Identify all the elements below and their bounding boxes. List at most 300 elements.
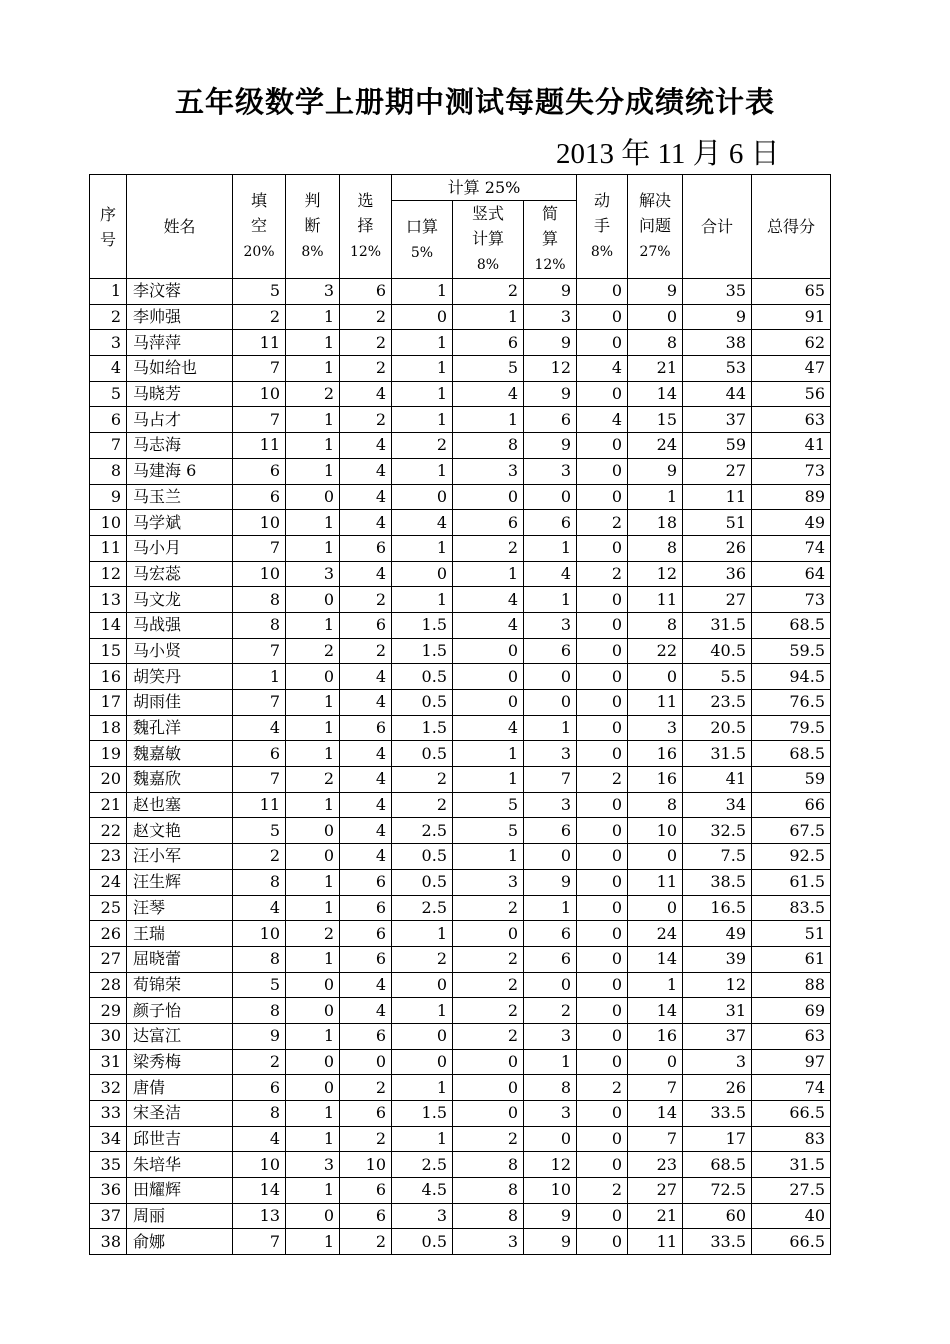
row-value: 7 xyxy=(233,356,286,382)
row-value: 68.5 xyxy=(752,612,831,638)
row-value: 1 xyxy=(286,433,340,459)
header-oral-pct: 5% xyxy=(410,244,434,261)
row-value: 2 xyxy=(392,792,453,818)
table-row xyxy=(90,587,831,613)
row-value: 6 xyxy=(453,510,524,536)
row-value: 88 xyxy=(752,972,831,998)
row-value: 4 xyxy=(340,381,392,407)
row-value: 12 xyxy=(524,356,577,382)
row-value: 5 xyxy=(233,818,286,844)
row-value: 10 xyxy=(233,381,286,407)
row-value: 2 xyxy=(453,972,524,998)
row-seq: 8 xyxy=(90,458,127,484)
row-name: 荀锦荣 xyxy=(127,972,233,998)
header-fill-label: 填空 xyxy=(251,191,268,235)
row-value: 1 xyxy=(392,381,453,407)
row-value: 0 xyxy=(453,664,524,690)
table-row xyxy=(90,510,831,536)
row-value: 5 xyxy=(453,818,524,844)
row-value: 6 xyxy=(340,535,392,561)
row-value: 4 xyxy=(340,741,392,767)
row-name: 汪生辉 xyxy=(127,869,233,895)
row-value: 9 xyxy=(628,458,683,484)
table-row xyxy=(90,279,831,305)
row-name: 俞娜 xyxy=(127,1229,233,1255)
row-value: 1 xyxy=(392,356,453,382)
row-value: 8 xyxy=(453,433,524,459)
row-value: 61.5 xyxy=(752,869,831,895)
header-total: 合计 xyxy=(683,175,752,279)
header-oral xyxy=(392,201,453,279)
row-value: 59.5 xyxy=(752,638,831,664)
row-value: 0 xyxy=(577,946,628,972)
table-row xyxy=(90,741,831,767)
row-value: 2.5 xyxy=(392,895,453,921)
row-value: 20.5 xyxy=(683,715,752,741)
row-name: 马小月 xyxy=(127,535,233,561)
row-seq: 2 xyxy=(90,304,127,330)
row-value: 0 xyxy=(577,715,628,741)
row-value: 4 xyxy=(340,510,392,536)
row-value: 83.5 xyxy=(752,895,831,921)
row-value: 2 xyxy=(453,1126,524,1152)
row-value: 38 xyxy=(683,330,752,356)
row-value: 1 xyxy=(286,715,340,741)
row-value: 76.5 xyxy=(752,690,831,716)
row-value: 6 xyxy=(340,946,392,972)
row-value: 1 xyxy=(392,330,453,356)
row-value: 0 xyxy=(577,433,628,459)
row-seq: 7 xyxy=(90,433,127,459)
row-value: 3 xyxy=(453,1229,524,1255)
row-value: 37 xyxy=(683,1023,752,1049)
row-value: 0 xyxy=(577,330,628,356)
row-value: 11 xyxy=(233,433,286,459)
row-seq: 5 xyxy=(90,381,127,407)
row-value: 10 xyxy=(524,1178,577,1204)
row-value: 4 xyxy=(340,767,392,793)
row-value: 26 xyxy=(683,1075,752,1101)
row-value: 3 xyxy=(453,458,524,484)
row-value: 0 xyxy=(453,690,524,716)
row-value: 4 xyxy=(453,612,524,638)
header-solve-pct: 27% xyxy=(639,244,671,260)
row-value: 9 xyxy=(524,433,577,459)
row-value: 7.5 xyxy=(683,844,752,870)
row-seq: 38 xyxy=(90,1229,127,1255)
row-value: 3 xyxy=(286,561,340,587)
table-row xyxy=(90,767,831,793)
row-value: 0 xyxy=(577,741,628,767)
header-judge xyxy=(286,175,340,279)
row-value: 9 xyxy=(683,304,752,330)
header-calc-label: 计算 25% xyxy=(447,178,521,197)
row-value: 2 xyxy=(453,998,524,1024)
row-seq: 16 xyxy=(90,664,127,690)
row-name: 赵文艳 xyxy=(127,818,233,844)
row-value: 0.5 xyxy=(392,844,453,870)
row-value: 34 xyxy=(683,792,752,818)
row-value: 6 xyxy=(340,1101,392,1127)
row-value: 1.5 xyxy=(392,715,453,741)
row-value: 4 xyxy=(233,895,286,921)
row-value: 8 xyxy=(233,587,286,613)
row-seq: 23 xyxy=(90,844,127,870)
row-value: 24 xyxy=(628,921,683,947)
row-value: 1 xyxy=(524,587,577,613)
table-row xyxy=(90,921,831,947)
row-value: 97 xyxy=(752,1049,831,1075)
page-title: 五年级数学上册期中测试每题失分成绩统计表 xyxy=(174,85,775,119)
row-value: 14 xyxy=(628,946,683,972)
row-value: 4 xyxy=(577,356,628,382)
row-value: 0 xyxy=(453,638,524,664)
row-value: 63 xyxy=(752,407,831,433)
row-value: 6 xyxy=(340,1023,392,1049)
row-value: 0 xyxy=(286,484,340,510)
row-value: 27 xyxy=(683,458,752,484)
row-value: 0 xyxy=(286,818,340,844)
header-calc xyxy=(392,175,577,201)
row-name: 马宏蕊 xyxy=(127,561,233,587)
row-value: 3 xyxy=(524,741,577,767)
row-value: 91 xyxy=(752,304,831,330)
row-value: 8 xyxy=(233,612,286,638)
row-value: 0 xyxy=(286,587,340,613)
row-name: 马文龙 xyxy=(127,587,233,613)
row-value: 1 xyxy=(392,535,453,561)
row-value: 15 xyxy=(628,407,683,433)
row-value: 32.5 xyxy=(683,818,752,844)
row-value: 3 xyxy=(524,612,577,638)
row-value: 0 xyxy=(524,1126,577,1152)
row-value: 4 xyxy=(453,381,524,407)
row-value: 72.5 xyxy=(683,1178,752,1204)
row-value: 16 xyxy=(628,741,683,767)
row-value: 2 xyxy=(286,921,340,947)
row-name: 马战强 xyxy=(127,612,233,638)
row-value: 16.5 xyxy=(683,895,752,921)
row-value: 4 xyxy=(340,972,392,998)
row-value: 0 xyxy=(524,844,577,870)
row-value: 4 xyxy=(340,664,392,690)
row-value: 1 xyxy=(286,690,340,716)
row-value: 0 xyxy=(577,818,628,844)
row-name: 魏嘉敏 xyxy=(127,741,233,767)
row-name: 马学斌 xyxy=(127,510,233,536)
row-value: 2 xyxy=(577,510,628,536)
row-value: 65 xyxy=(752,279,831,305)
row-value: 27 xyxy=(683,587,752,613)
row-seq: 12 xyxy=(90,561,127,587)
row-seq: 13 xyxy=(90,587,127,613)
row-seq: 20 xyxy=(90,767,127,793)
row-value: 2 xyxy=(340,638,392,664)
row-value: 18 xyxy=(628,510,683,536)
header-seq xyxy=(90,175,127,279)
row-value: 4 xyxy=(453,587,524,613)
row-value: 0 xyxy=(286,1049,340,1075)
row-value: 2 xyxy=(577,561,628,587)
header-hands-pct: 8% xyxy=(590,244,614,260)
row-seq: 15 xyxy=(90,638,127,664)
row-value: 24 xyxy=(628,433,683,459)
row-value: 9 xyxy=(524,279,577,305)
row-value: 68.5 xyxy=(683,1152,752,1178)
row-value: 79.5 xyxy=(752,715,831,741)
row-value: 0 xyxy=(577,1152,628,1178)
row-value: 40.5 xyxy=(683,638,752,664)
table-row xyxy=(90,407,831,433)
row-value: 6 xyxy=(524,946,577,972)
row-value: 62 xyxy=(752,330,831,356)
row-value: 6 xyxy=(233,484,286,510)
row-value: 0 xyxy=(392,561,453,587)
row-value: 1 xyxy=(524,715,577,741)
table-row xyxy=(90,946,831,972)
row-value: 66.5 xyxy=(752,1101,831,1127)
row-value: 9 xyxy=(524,1203,577,1229)
row-name: 马萍萍 xyxy=(127,330,233,356)
table-row xyxy=(90,458,831,484)
row-value: 0 xyxy=(286,844,340,870)
row-value: 67.5 xyxy=(752,818,831,844)
row-value: 2 xyxy=(577,1178,628,1204)
row-value: 6 xyxy=(340,921,392,947)
row-value: 1 xyxy=(286,612,340,638)
row-value: 41 xyxy=(683,767,752,793)
row-name: 唐倩 xyxy=(127,1075,233,1101)
table-row xyxy=(90,664,831,690)
table-row xyxy=(90,484,831,510)
row-value: 2 xyxy=(286,767,340,793)
row-value: 51 xyxy=(683,510,752,536)
row-name: 汪琴 xyxy=(127,895,233,921)
row-value: 0.5 xyxy=(392,869,453,895)
row-value: 2 xyxy=(340,356,392,382)
row-value: 3 xyxy=(453,869,524,895)
row-value: 49 xyxy=(683,921,752,947)
row-value: 2 xyxy=(340,1229,392,1255)
row-value: 1 xyxy=(286,869,340,895)
row-value: 0 xyxy=(392,972,453,998)
row-value: 1 xyxy=(628,972,683,998)
table-row xyxy=(90,818,831,844)
row-value: 3 xyxy=(524,1023,577,1049)
row-seq: 31 xyxy=(90,1049,127,1075)
row-name: 王瑞 xyxy=(127,921,233,947)
row-name: 朱培华 xyxy=(127,1152,233,1178)
table-row xyxy=(90,1229,831,1255)
header-vertical-label: 竖式计算 xyxy=(472,204,505,248)
row-name: 马晓芳 xyxy=(127,381,233,407)
row-value: 0 xyxy=(392,484,453,510)
row-value: 26 xyxy=(683,535,752,561)
table-row xyxy=(90,612,831,638)
row-value: 8 xyxy=(233,946,286,972)
row-value: 0 xyxy=(628,895,683,921)
row-seq: 24 xyxy=(90,869,127,895)
row-name: 胡雨佳 xyxy=(127,690,233,716)
row-value: 2 xyxy=(453,895,524,921)
table-row xyxy=(90,638,831,664)
row-value: 89 xyxy=(752,484,831,510)
header-simple xyxy=(524,201,577,279)
row-name: 马如给也 xyxy=(127,356,233,382)
row-name: 马小贤 xyxy=(127,638,233,664)
row-value: 0 xyxy=(524,664,577,690)
row-value: 3 xyxy=(392,1203,453,1229)
row-value: 0.5 xyxy=(392,664,453,690)
header-seq-label: 序号 xyxy=(100,204,117,249)
row-value: 22 xyxy=(628,638,683,664)
header-choice xyxy=(340,175,392,279)
row-value: 0 xyxy=(628,1049,683,1075)
row-value: 7 xyxy=(233,690,286,716)
row-value: 2 xyxy=(340,304,392,330)
row-value: 3 xyxy=(286,279,340,305)
row-value: 4 xyxy=(340,433,392,459)
row-value: 2 xyxy=(340,1126,392,1152)
row-name: 胡笑丹 xyxy=(127,664,233,690)
row-value: 0 xyxy=(453,921,524,947)
row-value: 33.5 xyxy=(683,1229,752,1255)
row-value: 1 xyxy=(453,407,524,433)
row-value: 4 xyxy=(524,561,577,587)
header-name: 姓名 xyxy=(127,175,233,279)
row-value: 1 xyxy=(524,895,577,921)
row-value: 47 xyxy=(752,356,831,382)
row-value: 0 xyxy=(577,844,628,870)
row-value: 1 xyxy=(286,458,340,484)
row-name: 赵也塞 xyxy=(127,792,233,818)
row-value: 60 xyxy=(683,1203,752,1229)
row-value: 0 xyxy=(577,1101,628,1127)
row-value: 6 xyxy=(453,330,524,356)
header-judge-pct: 8% xyxy=(301,244,324,260)
row-value: 4 xyxy=(340,484,392,510)
row-value: 2 xyxy=(233,844,286,870)
row-value: 27 xyxy=(628,1178,683,1204)
row-name: 马玉兰 xyxy=(127,484,233,510)
row-value: 2 xyxy=(392,946,453,972)
row-value: 2 xyxy=(340,407,392,433)
row-value: 2 xyxy=(577,1075,628,1101)
table-row xyxy=(90,1126,831,1152)
row-value: 1 xyxy=(392,1075,453,1101)
row-value: 4 xyxy=(233,1126,286,1152)
row-seq: 35 xyxy=(90,1152,127,1178)
row-seq: 34 xyxy=(90,1126,127,1152)
table-row xyxy=(90,561,831,587)
row-value: 0 xyxy=(577,458,628,484)
row-value: 4 xyxy=(340,792,392,818)
row-value: 0 xyxy=(628,664,683,690)
row-value: 8 xyxy=(628,792,683,818)
row-value: 3 xyxy=(628,715,683,741)
row-value: 4 xyxy=(340,690,392,716)
row-value: 44 xyxy=(683,381,752,407)
table-row xyxy=(90,381,831,407)
table-row xyxy=(90,1049,831,1075)
row-value: 5 xyxy=(233,972,286,998)
row-value: 0 xyxy=(628,304,683,330)
row-value: 73 xyxy=(752,587,831,613)
row-value: 0 xyxy=(524,972,577,998)
row-value: 69 xyxy=(752,998,831,1024)
row-value: 0 xyxy=(577,1049,628,1075)
row-value: 0 xyxy=(524,484,577,510)
row-value: 36 xyxy=(683,561,752,587)
table-row xyxy=(90,535,831,561)
row-value: 11 xyxy=(683,484,752,510)
table-row xyxy=(90,304,831,330)
row-value: 0 xyxy=(577,690,628,716)
row-value: 2 xyxy=(453,535,524,561)
row-value: 0 xyxy=(577,895,628,921)
row-value: 1 xyxy=(524,535,577,561)
row-value: 59 xyxy=(752,767,831,793)
row-value: 9 xyxy=(524,1229,577,1255)
row-value: 10 xyxy=(233,561,286,587)
table-row xyxy=(90,433,831,459)
row-value: 12 xyxy=(683,972,752,998)
row-value: 2 xyxy=(233,1049,286,1075)
row-seq: 11 xyxy=(90,535,127,561)
row-value: 39 xyxy=(683,946,752,972)
row-value: 33.5 xyxy=(683,1101,752,1127)
row-name: 魏嘉欣 xyxy=(127,767,233,793)
row-value: 1 xyxy=(286,1023,340,1049)
header-vertical xyxy=(453,201,524,279)
row-name: 周丽 xyxy=(127,1203,233,1229)
row-value: 0 xyxy=(577,1229,628,1255)
row-value: 74 xyxy=(752,535,831,561)
table-row xyxy=(90,844,831,870)
header-oral-label: 口算 xyxy=(405,216,438,236)
row-value: 11 xyxy=(628,1229,683,1255)
row-value: 31 xyxy=(683,998,752,1024)
row-seq: 28 xyxy=(90,972,127,998)
row-value: 7 xyxy=(233,638,286,664)
row-value: 92.5 xyxy=(752,844,831,870)
table-row xyxy=(90,1023,831,1049)
row-value: 59 xyxy=(683,433,752,459)
row-seq: 4 xyxy=(90,356,127,382)
row-value: 3 xyxy=(524,1101,577,1127)
row-name: 邱世吉 xyxy=(127,1126,233,1152)
row-value: 2 xyxy=(340,1075,392,1101)
row-value: 2 xyxy=(286,381,340,407)
row-seq: 14 xyxy=(90,612,127,638)
row-value: 4 xyxy=(340,844,392,870)
row-value: 5 xyxy=(453,356,524,382)
table-row xyxy=(90,1075,831,1101)
row-value: 8 xyxy=(628,612,683,638)
row-value: 2 xyxy=(453,279,524,305)
row-value: 6 xyxy=(340,1203,392,1229)
row-value: 6 xyxy=(524,921,577,947)
row-value: 1 xyxy=(286,1229,340,1255)
row-value: 16 xyxy=(628,767,683,793)
row-value: 4 xyxy=(577,407,628,433)
row-value: 1 xyxy=(286,895,340,921)
row-value: 14 xyxy=(628,1101,683,1127)
row-name: 梁秀梅 xyxy=(127,1049,233,1075)
row-value: 7 xyxy=(233,767,286,793)
row-value: 6 xyxy=(340,279,392,305)
row-value: 1 xyxy=(286,741,340,767)
